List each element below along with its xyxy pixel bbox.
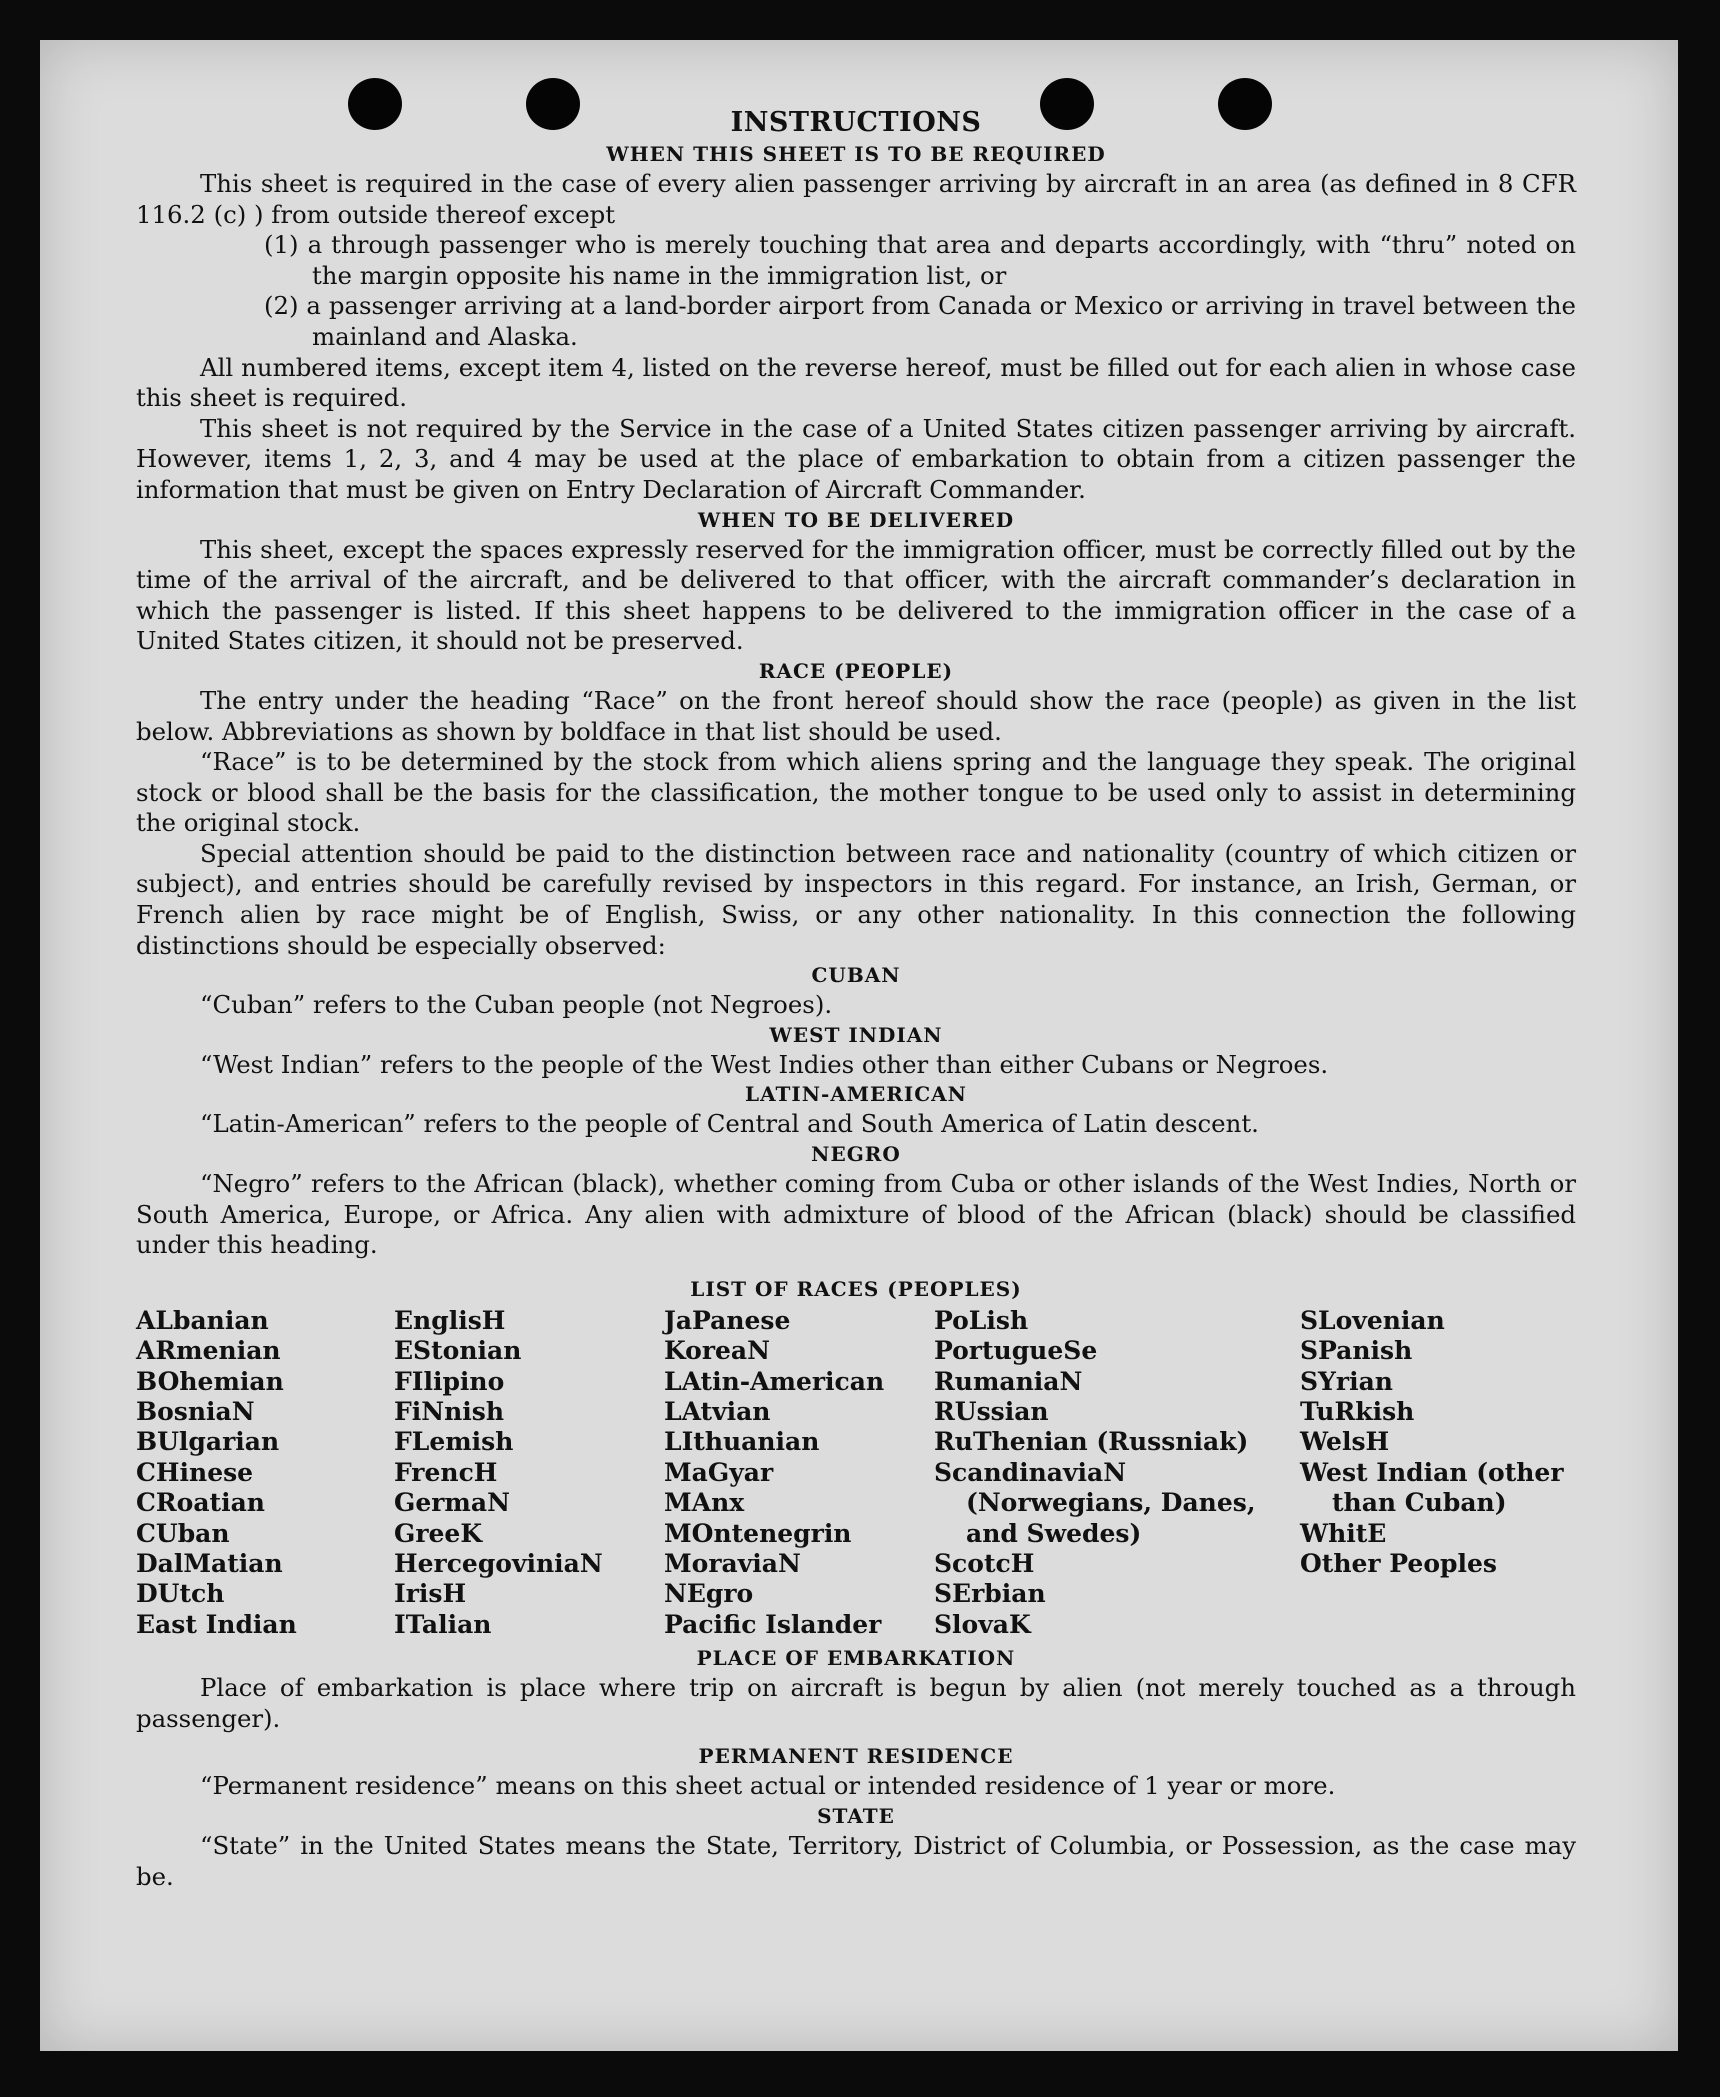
race-list bbox=[136, 1306, 1576, 1640]
race-column bbox=[394, 1306, 664, 1640]
race-list-item: FrencH bbox=[394, 1457, 498, 1487]
paragraph: This sheet, except the spaces expressly reserved for the immigration officer, must be correctly filled out by the time of the arrival of the aircraft, and be delivered to that officer, with the aircraft commander’s declaration in which the passenger is listed. If this sheet happens to be delivered to the immigration officer in the case of a United States citizen, it should not be preserved. bbox=[136, 534, 1576, 656]
paragraph: Place of embarkation is place where trip on aircraft is begun by alien (not merely touched as a through passenger). bbox=[136, 1673, 1576, 1733]
section-heading: LATIN-AMERICAN bbox=[745, 1082, 967, 1107]
section-heading: LIST OF RACES (PEOPLES) bbox=[690, 1276, 1022, 1301]
race-list-item: SErbian bbox=[934, 1579, 1046, 1609]
race-list-item: BosniaN bbox=[136, 1397, 255, 1427]
section-heading: WEST INDIAN bbox=[769, 1022, 943, 1047]
paragraph: “West Indian” refers to the people of the West Indies other than either Cubans or Negroes. bbox=[200, 1049, 1329, 1079]
page-title: INSTRUCTIONS bbox=[730, 107, 982, 138]
race-column bbox=[136, 1306, 394, 1640]
race-list-item: WelsH bbox=[1300, 1427, 1390, 1457]
paragraph: The entry under the heading “Race” on the front hereof should show the race (people) as given in the list below. Abbreviations as shown by boldface in that list should be used. bbox=[136, 685, 1576, 746]
section-heading: WHEN THIS SHEET IS TO BE REQUIRED bbox=[606, 142, 1106, 166]
section-heading: STATE bbox=[817, 1804, 895, 1829]
race-list-item: SYrian bbox=[1300, 1366, 1393, 1396]
race-list-item: GreeK bbox=[394, 1518, 483, 1548]
race-list-item: ScandinaviaN (Norwegians, Danes, and Swedes) bbox=[934, 1457, 1256, 1548]
race-list-item: PortugueSe bbox=[934, 1336, 1098, 1366]
race-list-item: ITalian bbox=[394, 1609, 492, 1639]
paragraph: “Permanent residence” means on this sheet actual or intended residence of 1 year or more. bbox=[200, 1771, 1336, 1801]
race-list-item: FIlipino bbox=[394, 1366, 505, 1396]
race-list-item: BOhemian bbox=[136, 1366, 284, 1396]
race-list-item: BUlgarian bbox=[136, 1427, 280, 1457]
race-list-item: RuThenian (Russniak) bbox=[934, 1427, 1249, 1457]
race-list-item: HercegoviniaN bbox=[394, 1549, 603, 1579]
race-list-item: ALbanian bbox=[136, 1305, 269, 1335]
race-list-item: WhitE bbox=[1300, 1518, 1387, 1548]
paragraph: “Race” is to be determined by the stock from which aliens spring and the language they speak. The original stock or blood shall be the basis for the classification, the mother tongue to be used only to assist in determining the original stock. bbox=[136, 747, 1576, 838]
race-list-item: ARmenian bbox=[136, 1336, 281, 1366]
race-list-item: SLovenian bbox=[1300, 1305, 1445, 1335]
section-heading: CUBAN bbox=[811, 963, 901, 988]
race-column bbox=[664, 1306, 934, 1640]
race-list-item: GermaN bbox=[394, 1488, 510, 1518]
race-list-item: MoraviaN bbox=[664, 1549, 801, 1579]
race-column bbox=[1300, 1306, 1576, 1640]
race-list-item: FLemish bbox=[394, 1427, 514, 1457]
paragraph: This sheet is required in the case of every alien passenger arriving by aircraft in an area (as defined in 8 CFR 116.2 (c) ) from outside thereof except bbox=[136, 169, 1576, 229]
race-list-item: Other Peoples bbox=[1300, 1549, 1497, 1579]
race-list-item: EStonian bbox=[394, 1336, 522, 1366]
race-list-item: LAtin-American bbox=[664, 1366, 885, 1396]
race-list-item: JaPanese bbox=[664, 1305, 791, 1335]
race-list-item: DUtch bbox=[136, 1579, 225, 1609]
race-list-item: PoLish bbox=[934, 1305, 1029, 1335]
race-list-item: TuRkish bbox=[1300, 1397, 1415, 1427]
race-list-item: ScotcH bbox=[934, 1549, 1035, 1579]
section-heading: WHEN TO BE DELIVERED bbox=[697, 507, 1015, 532]
paragraph: Special attention should be paid to the distinction between race and nationality (country of which citizen or subject), and entries should be carefully revised by inspectors in this regard. For instance, an Irish, German, or French alien by race might be of English, Swiss, or any other nationality. In this connection the following distinctions should be especially observed: bbox=[136, 838, 1576, 960]
paragraph: All numbered items, except item 4, listed on the reverse hereof, must be filled out for each alien in whose case this sheet is required. bbox=[136, 352, 1576, 413]
section-heading: NEGRO bbox=[811, 1142, 901, 1167]
paragraph: This sheet is not required by the Service in the case of a United States citizen passenger arriving by aircraft. However, items 1, 2, 3, and 4 may be used at the place of embarkation to obtain from a citizen passenger the information that must be given on Entry Declaration of Aircraft Commander. bbox=[136, 413, 1576, 504]
race-list-item: IrisH bbox=[394, 1579, 467, 1609]
race-list-item: SPanish bbox=[1300, 1336, 1413, 1366]
section-heading: RACE (PEOPLE) bbox=[758, 658, 954, 683]
race-list-item: CRoatian bbox=[136, 1488, 265, 1518]
paragraph: “Negro” refers to the African (black), whether coming from Cuba or other islands of the West Indies, North or South America, Europe, or Africa. Any alien with admixture of blood of the African (black) should be classified under this heading. bbox=[136, 1169, 1576, 1260]
race-list-item: RumaniaN bbox=[934, 1366, 1083, 1396]
race-list-item: LAtvian bbox=[664, 1397, 771, 1427]
list-item: (2) a passenger arriving at a land-border airport from Canada or Mexico or arriving in travel between the mainland and Alaska. bbox=[264, 291, 1576, 351]
race-list-item: DalMatian bbox=[136, 1549, 283, 1579]
paragraph: “Latin-American” refers to the people of Central and South America of Latin descent. bbox=[200, 1109, 1259, 1139]
race-list-item: MOntenegrin bbox=[664, 1518, 852, 1548]
race-list-item: CUban bbox=[136, 1518, 230, 1548]
race-list-item: East Indian bbox=[136, 1609, 297, 1639]
race-list-item: MAnx bbox=[664, 1488, 745, 1518]
race-list-item: KoreaN bbox=[664, 1336, 770, 1366]
section-heading: PLACE OF EMBARKATION bbox=[696, 1646, 1016, 1671]
race-list-item: Pacific Islander bbox=[664, 1609, 882, 1639]
race-list-item: MaGyar bbox=[664, 1457, 774, 1487]
paragraph: “Cuban” refers to the Cuban people (not Negroes). bbox=[200, 990, 833, 1020]
race-list-item: CHinese bbox=[136, 1457, 254, 1487]
list-item: (1) a through passenger who is merely touching that area and departs accordingly, with “thru” noted on the margin opposite his name in the immigration list, or bbox=[264, 230, 1576, 290]
race-list-item: NEgro bbox=[664, 1579, 754, 1609]
instructions-body bbox=[136, 106, 1576, 1892]
race-list-item: EnglisH bbox=[394, 1305, 506, 1335]
race-list-item: SlovaK bbox=[934, 1609, 1031, 1639]
race-list-item: West Indian (other than Cuban) bbox=[1300, 1457, 1564, 1518]
race-list-item: FiNnish bbox=[394, 1397, 505, 1427]
race-column bbox=[934, 1306, 1300, 1640]
race-list-item: RUssian bbox=[934, 1397, 1049, 1427]
document-sheet bbox=[40, 40, 1678, 2051]
section-heading: PERMANENT RESIDENCE bbox=[698, 1744, 1014, 1769]
paragraph: “State” in the United States means the State, Territory, District of Columbia, or Possession, as the case may be. bbox=[136, 1831, 1576, 1891]
race-list-item: LIthuanian bbox=[664, 1427, 820, 1457]
